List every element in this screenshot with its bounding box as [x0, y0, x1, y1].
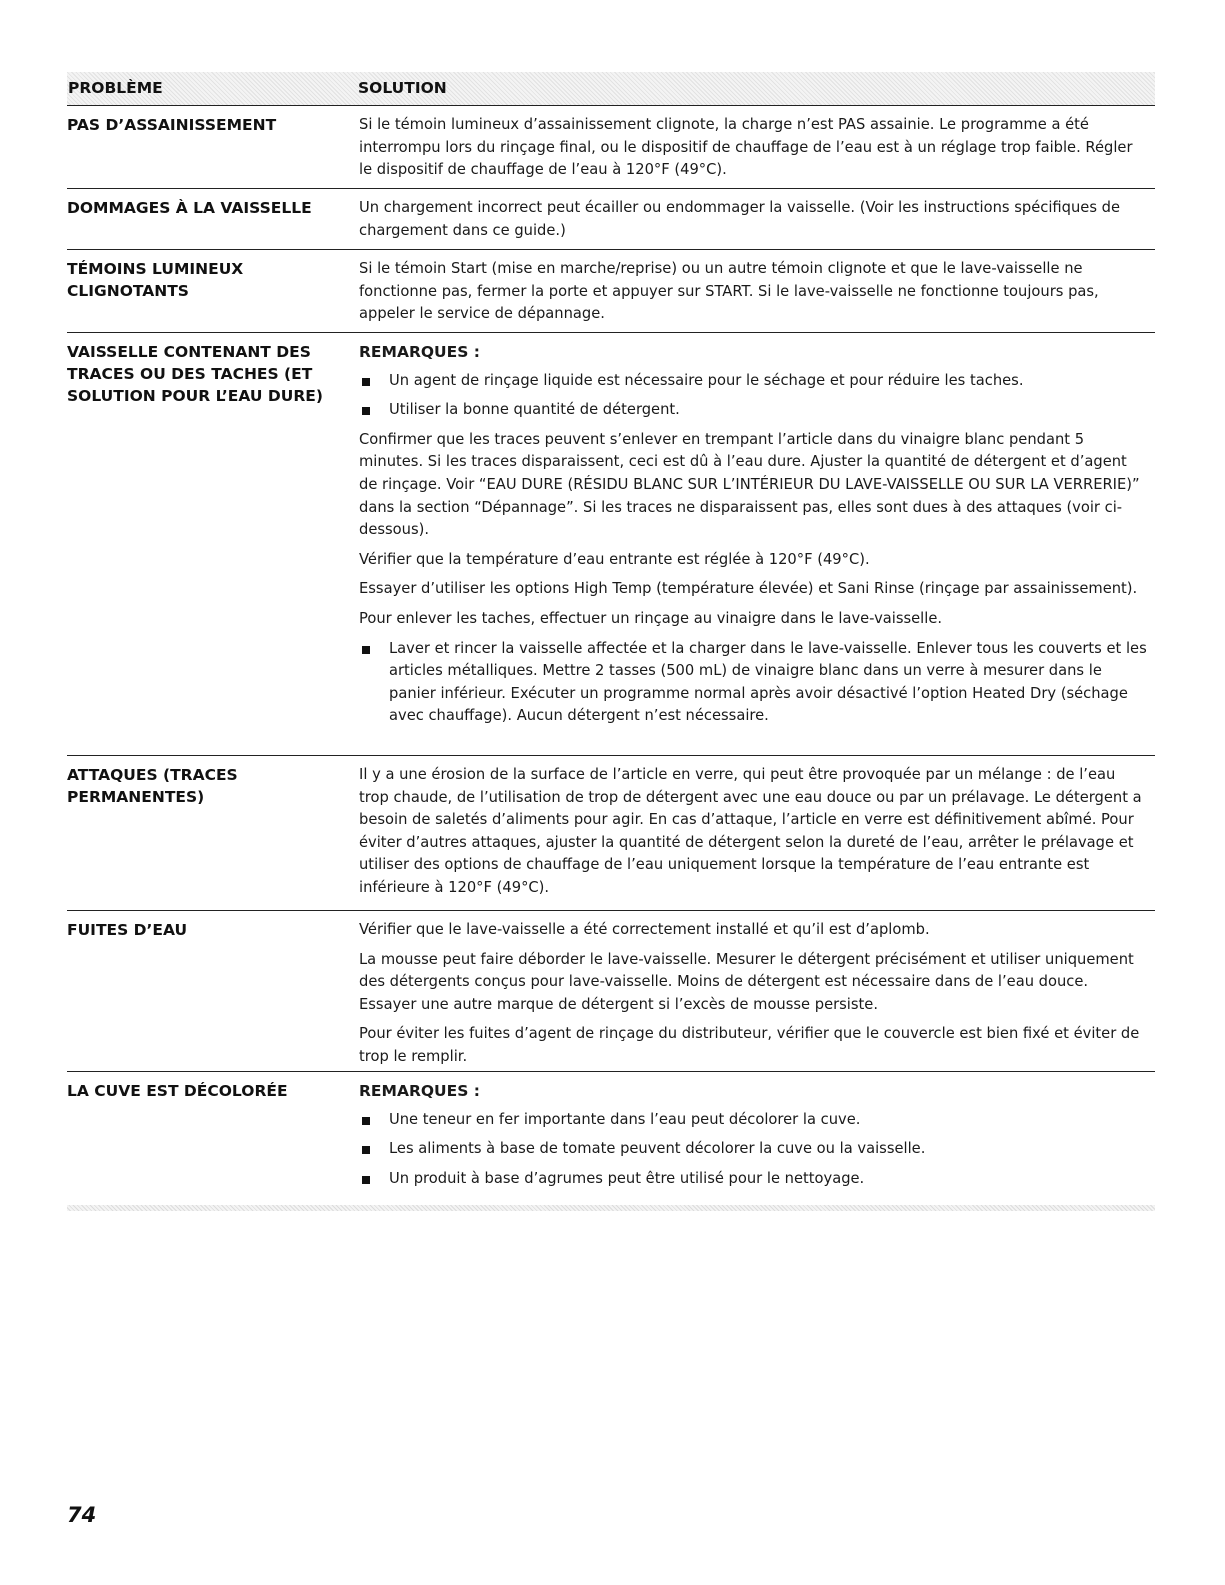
solution-paragraph: Il y a une érosion de la surface de l’article en verre, qui peut être provoquée par un mélange : de l’eau trop chaude, de l’utilisation de trop de détergent avec une eau douce ou par un prélavage. Le détergent a besoin de saletés d’aliments pour agir. En cas d’attaque, l’article en verre est définitivement abîmé. Pour éviter d’autres attaques, ajuster la quantité de détergent selon la dureté de l’eau, arrêter le prélavage et utiliser des options de chauffage de l’eau uniquement lorsque la température de l’eau entrante est inférieure à 120°F (49°C). [359, 766, 1142, 896]
header-solution: SOLUTION [358, 79, 447, 97]
notes-title: REMARQUES : [359, 343, 480, 361]
solution-paragraph: Si le témoin lumineux d’assainissement clignote, la charge n’est PAS assainie. Le programme a été interrompu lors du rinçage final, ou le dispositif de chauffage de l’eau est à un réglage trop faible. Régler le dispositif de chauffage de l’eau à 120°F (49°C). [359, 116, 1133, 179]
solution-paragraph: Un chargement incorrect peut écailler ou endommager la vaisselle. (Voir les instructions spécifiques de chargement dans ce guide.) [359, 199, 1121, 239]
table-row [67, 250, 1155, 333]
bullet-text: Les aliments à base de tomate peuvent décolorer la cuve ou la vaisselle. [389, 1140, 926, 1158]
bullet-square-icon [362, 407, 370, 415]
solution-paragraph: Pour enlever les taches, effectuer un rinçage au vinaigre dans le lave-vaisselle. [359, 609, 943, 627]
problem-label: VAISSELLE CONTENANT DES TRACES OU DES TACHES (ET SOLUTION POUR L’EAU DURE) [67, 343, 323, 405]
table-row [67, 333, 1155, 756]
solution-paragraph: Essayer d’utiliser les options High Temp (température élevée) et Sani Rinse (rinçage par assainissement). [359, 580, 1138, 598]
bullet-item [359, 1109, 1149, 1132]
bullet-text: Une teneur en fer importante dans l’eau peut décolorer la cuve. [389, 1110, 861, 1128]
problem-label: FUITES D’EAU [67, 921, 188, 939]
problem-label: DOMMAGES À LA VAISSELLE [67, 199, 312, 217]
page-number: 74 [67, 1503, 97, 1527]
table-row [67, 756, 1155, 911]
bullet-square-icon [362, 1146, 370, 1154]
solution-text [359, 764, 1149, 907]
solution-text [359, 1080, 1149, 1197]
table-header [67, 72, 1155, 106]
table-row [67, 911, 1155, 1072]
problem-label: PAS D’ASSAINISSEMENT [67, 116, 277, 134]
solution-paragraph: Vérifier que la température d’eau entrante est réglée à 120°F (49°C). [359, 550, 870, 568]
problem-label: LA CUVE EST DÉCOLORÉE [67, 1082, 288, 1100]
solution-text [359, 919, 1149, 1076]
table-row [67, 106, 1155, 189]
solution-paragraph: Vérifier que le lave-vaisselle a été correctement installé et qu’il est d’aplomb. [359, 921, 930, 938]
bullet-item [359, 638, 1149, 728]
bullet-text: Un agent de rinçage liquide est nécessaire pour le séchage et pour réduire les taches. [389, 371, 1024, 389]
solution-paragraph: Confirmer que les traces peuvent s’enlever en trempant l’article dans du vinaigre blanc pendant 5 minutes. Si les traces disparaissent, ceci est dû à l’eau dure. Ajuster la quantité de détergent et d’agent de rinçage. Voir “EAU DURE (RÉSIDU BLANC SUR L’INTÉRIEUR DU LAVE-VAISSELLE OU SUR LA VERRERIE)” dans la section “Dépannage”. Si les traces ne disparaissent pas, elles sont dues à des attaques (voir ci-dessous). [359, 430, 1140, 539]
bullet-square-icon [362, 378, 370, 386]
bullet-square-icon [362, 1117, 370, 1125]
solution-paragraph: La mousse peut faire déborder le lave-vaisselle. Mesurer le détergent précisément et utiliser uniquement des détergents conçus pour lave-vaisselle. Moins de détergent est nécessaire dans de l’eau douce. Essayer une autre marque de détergent si l’excès de mousse persiste. [359, 950, 1134, 1013]
bullet-square-icon [362, 646, 370, 654]
bullet-square-icon [362, 1176, 370, 1184]
solution-text [359, 197, 1149, 249]
solution-paragraph: Si le témoin Start (mise en marche/reprise) ou un autre témoin clignote et que le lave-vaisselle ne fonctionne pas, fermer la porte et appuyer sur START. Si le lave-vaisselle ne fonctionne toujours pas, appeler le service de dépannage. [359, 260, 1099, 323]
notes-title: REMARQUES : [359, 1082, 480, 1100]
solution-text [359, 341, 1149, 735]
bullet-item [359, 399, 1149, 422]
problem-label: ATTAQUES (TRACES PERMANENTES) [67, 766, 238, 806]
problem-label: TÉMOINS LUMINEUX CLIGNOTANTS [67, 260, 244, 300]
bullet-item [359, 370, 1149, 393]
header-problem: PROBLÈME [68, 79, 163, 97]
table-bottom-rule [67, 1205, 1155, 1211]
solution-paragraph: Pour éviter les fuites d’agent de rinçage du distributeur, vérifier que le couvercle est bien fixé et éviter de trop le remplir. [359, 1025, 1140, 1065]
table-row [67, 1072, 1155, 1204]
table-row [67, 189, 1155, 250]
bullet-item [359, 1168, 1149, 1191]
solution-text [359, 258, 1149, 333]
solution-text [359, 114, 1149, 189]
bullet-text: Un produit à base d’agrumes peut être utilisé pour le nettoyage. [389, 1169, 865, 1187]
bullet-item [359, 1138, 1149, 1161]
bullet-text: Laver et rincer la vaisselle affectée et la charger dans le lave-vaisselle. Enlever tous les couverts et les articles métalliques. Mettre 2 tasses (500 mL) de vinaigre blanc dans un verre à mesurer dans le panier inférieur. Exécuter un programme normal après avoir désactivé l’option Heated Dry (séchage avec chauffage). Aucun détergent n’est nécessaire. [389, 639, 1147, 725]
bullet-text: Utiliser la bonne quantité de détergent. [389, 401, 680, 419]
